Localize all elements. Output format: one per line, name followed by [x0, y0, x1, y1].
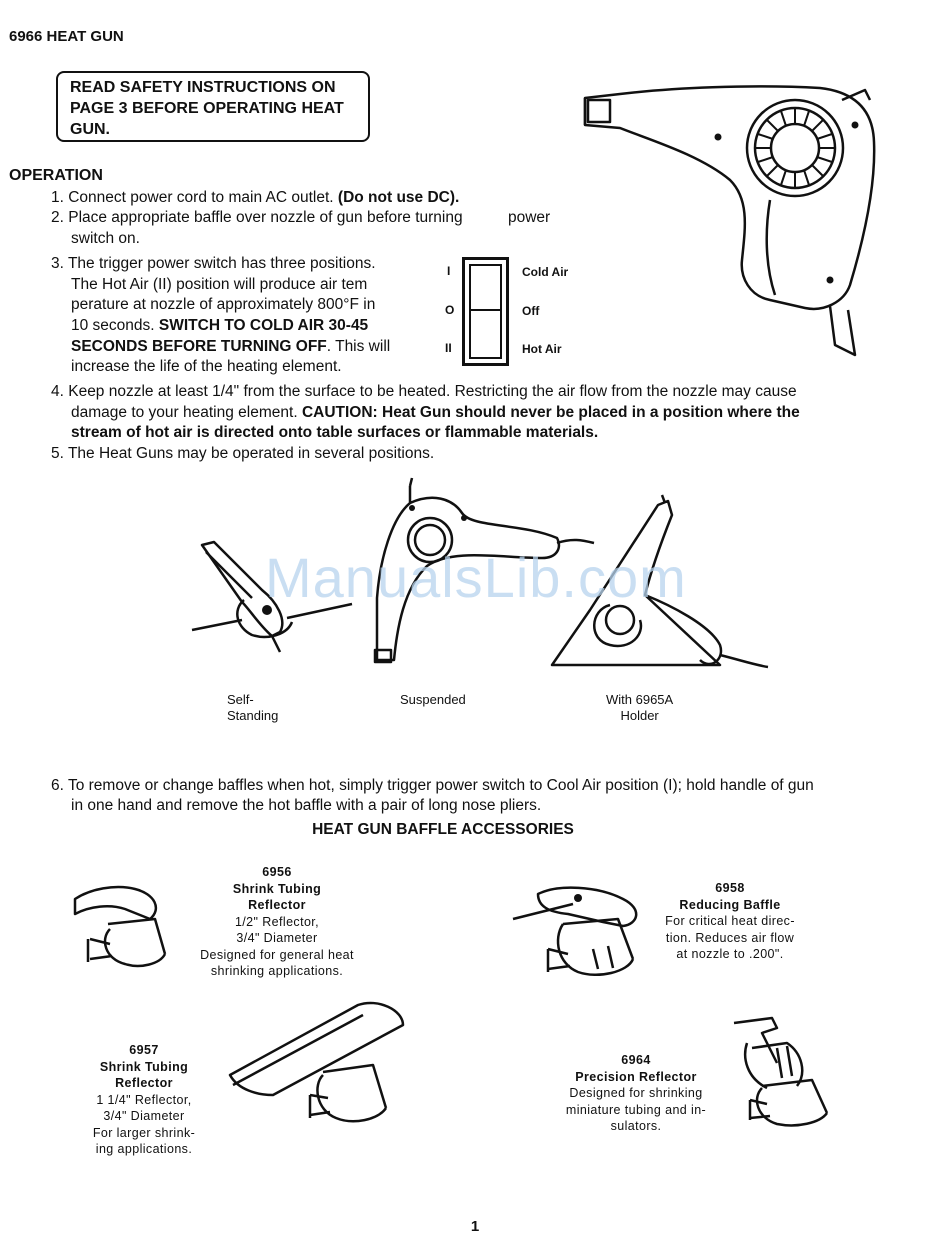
step-4-line-2 [71, 403, 800, 424]
accessory-6957-part: 6957 [129, 1043, 159, 1057]
step-1 [51, 188, 459, 209]
operation-heading: OPERATION [9, 167, 103, 184]
heat-gun-illustration [580, 80, 880, 365]
step-2-line-1: 2. Place appropriate baffle over nozzle of gun before turning [51, 209, 463, 226]
accessory-6956-desc-2: 3/4" Diameter [236, 931, 318, 945]
step-4-line-3-bold: stream of hot air is directed onto table surfaces or flammable materials. [71, 424, 599, 441]
watermark: ManualsLib.com [265, 546, 687, 609]
step-3-line-4a: 10 seconds. [71, 317, 159, 334]
accessory-6957-desc-4: ing applications. [95, 1142, 193, 1156]
accessory-6958 [655, 880, 805, 963]
accessory-6957 [84, 1042, 204, 1158]
accessory-6964-desc-1: Designed for shrinking [569, 1086, 703, 1100]
caption-self-standing-line-1: Self- [227, 692, 254, 707]
step-3-line-2: The Hot Air (II) position will produce air tem [71, 276, 368, 293]
safety-line-1: READ SAFETY INSTRUCTIONS ON [70, 79, 336, 96]
accessory-6956 [193, 864, 361, 980]
step-3-line-5a: SECONDS BEFORE TURNING OFF [71, 338, 327, 355]
caption-self-standing [227, 692, 278, 724]
step-2-line-1b: power [508, 209, 551, 226]
step-4-line-1: 4. Keep nozzle at least 1/4" from the surface to be heated. Restricting the air flow from the nozzle may cause [51, 383, 797, 400]
accessory-6956-name-1: Shrink Tubing [232, 881, 322, 896]
accessory-6957-name-2: Reflector [115, 1076, 173, 1090]
caption-suspended: Suspended [400, 692, 466, 707]
step-1-bold: (Do not use DC). [337, 189, 460, 206]
safety-notice-box [56, 71, 370, 142]
precision-reflector-6964-illustration [732, 1018, 832, 1130]
safety-line-2: PAGE 3 BEFORE OPERATING HEAT [70, 100, 344, 117]
caption-self-standing-line-2: Standing [227, 708, 279, 723]
accessory-6956-part: 6956 [262, 865, 292, 879]
step-6-line-2: in one hand and remove the hot baffle with a pair of long nose pliers. [71, 797, 542, 814]
accessory-6956-desc-4: shrinking applications. [210, 964, 344, 978]
step-1-text: 1. Connect power cord to main AC outlet. [51, 189, 338, 206]
step-3-line-6: increase the life of the heating element. [71, 358, 342, 375]
accessory-6957-desc-3: For larger shrink- [92, 1125, 196, 1140]
accessory-6957-desc-2: 3/4" Diameter [103, 1109, 185, 1123]
switch-label-hot-air: Hot Air [522, 342, 562, 356]
switch-symbol-ii: II [445, 341, 452, 355]
shrink-tubing-reflector-6956-illustration [70, 884, 170, 979]
trigger-switch-diagram [462, 257, 510, 367]
reducing-baffle-6958-illustration [508, 884, 648, 994]
step-3-line-4b: SWITCH TO COLD AIR 30-45 [158, 317, 369, 334]
step-3-line-4 [71, 316, 368, 337]
caption-holder [606, 692, 673, 724]
safety-line-3: GUN. [70, 121, 110, 138]
step-6-line-1: 6. To remove or change baffles when hot, simply trigger power switch to Cool Air position (I); hold handle of gun [51, 777, 814, 794]
step-2-line-2: switch on. [71, 230, 140, 247]
step-3-line-3: perature at nozzle of approximately 800°F in [71, 296, 376, 313]
shrink-tubing-reflector-6957-illustration [228, 1000, 408, 1130]
step-5: 5. The Heat Guns may be operated in several positions. [51, 445, 435, 462]
accessory-6956-desc-3: Designed for general heat [200, 947, 354, 962]
accessory-6964-name-1: Precision Reflector [575, 1069, 697, 1084]
accessories-heading: HEAT GUN BAFFLE ACCESSORIES [312, 821, 574, 838]
step-4-line-2a: damage to your heating element. [71, 404, 302, 421]
step-3-line-1: 3. The trigger power switch has three positions. [51, 255, 376, 272]
step-3-line-5 [71, 337, 390, 358]
switch-symbol-o: O [445, 303, 455, 317]
caption-holder-line-1: With 6965A [606, 692, 674, 707]
accessory-6964 [557, 1052, 715, 1135]
document-title: 6966 HEAT GUN [9, 28, 124, 45]
accessory-6958-desc-1: For critical heat direc- [665, 914, 795, 928]
caption-holder-line-2: Holder [620, 708, 659, 723]
switch-label-cold-air: Cold Air [522, 265, 569, 279]
accessory-6957-name-1: Shrink Tubing [99, 1059, 189, 1074]
switch-symbol-i: I [447, 264, 451, 278]
page-number: 1 [470, 1218, 480, 1235]
accessory-6958-name-1: Reducing Baffle [679, 897, 781, 912]
accessory-6958-desc-3: at nozzle to .200". [676, 947, 784, 961]
step-4-line-3 [71, 423, 598, 444]
switch-label-off: Off [522, 304, 540, 318]
accessory-6958-desc-2: tion. Reduces air flow [665, 930, 795, 945]
step-3-line-5b: . This will [326, 338, 391, 355]
accessory-6964-desc-3: sulators. [610, 1119, 662, 1133]
accessory-6956-name-2: Reflector [248, 898, 306, 912]
accessory-6958-part: 6958 [715, 881, 745, 895]
accessory-6964-desc-2: miniature tubing and in- [565, 1102, 707, 1117]
accessory-6957-desc-1: 1 1/4" Reflector, [96, 1092, 192, 1107]
step-4-line-2b: CAUTION: Heat Gun should never be placed in a position where the [301, 404, 800, 421]
accessory-6964-part: 6964 [621, 1053, 651, 1067]
accessory-6956-desc-1: 1/2" Reflector, [234, 914, 320, 929]
